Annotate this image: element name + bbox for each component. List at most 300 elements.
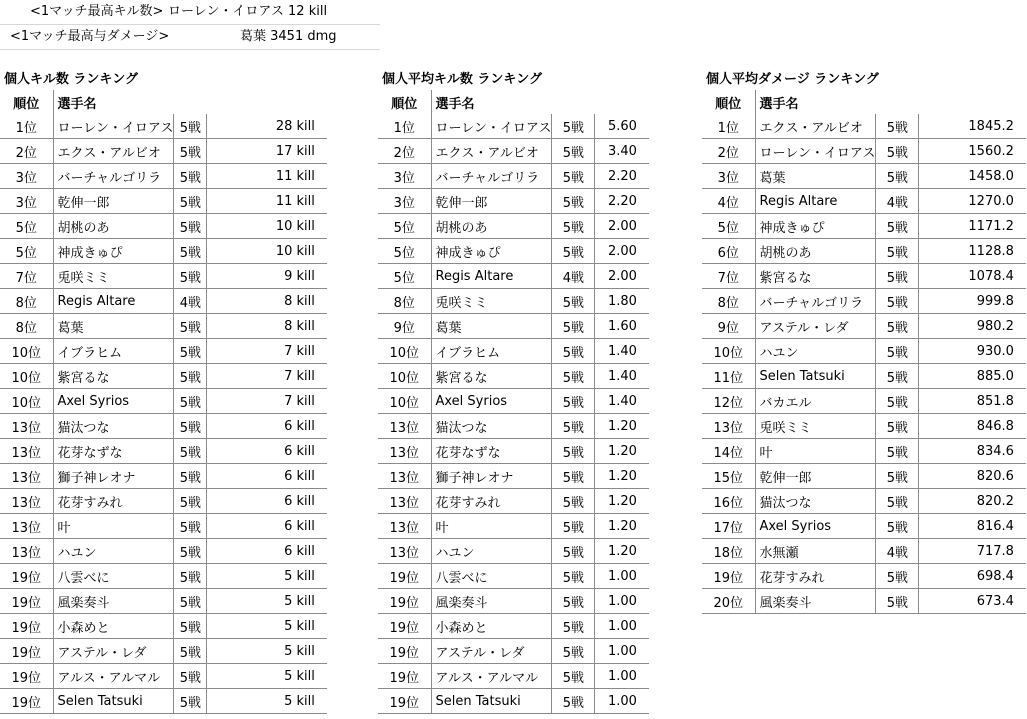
table-row bbox=[702, 389, 1026, 414]
games-cell: 5戦 bbox=[876, 214, 919, 239]
player-name-cell: 葛葉 bbox=[53, 314, 174, 339]
value-cell: 2.20 bbox=[595, 164, 649, 189]
rank-cell: 19位 bbox=[378, 664, 431, 689]
games-cell: 5戦 bbox=[876, 489, 919, 514]
games-cell: 5戦 bbox=[552, 614, 595, 639]
table-row bbox=[378, 314, 649, 339]
rank-cell: 7位 bbox=[0, 264, 53, 289]
record-max-damage-value: 葛葉 3451 dmg bbox=[240, 29, 337, 44]
header-value bbox=[919, 90, 1026, 114]
table-row bbox=[702, 364, 1026, 389]
rank-cell: 19位 bbox=[0, 564, 53, 589]
value-cell: 1.40 bbox=[595, 339, 649, 364]
rank-cell: 4位 bbox=[702, 189, 755, 214]
table-row bbox=[378, 364, 649, 389]
player-name-cell: 乾伸一郎 bbox=[755, 464, 876, 489]
rank-cell: 5位 bbox=[378, 239, 431, 264]
player-name-cell: アルス・アルマル bbox=[53, 664, 174, 689]
player-name-cell: 八雲べに bbox=[53, 564, 174, 589]
value-cell: 2.00 bbox=[595, 214, 649, 239]
rank-cell: 19位 bbox=[0, 614, 53, 639]
rank-cell: 13位 bbox=[378, 464, 431, 489]
table-row bbox=[0, 339, 327, 364]
games-cell: 5戦 bbox=[174, 439, 207, 464]
table-row bbox=[0, 264, 327, 289]
player-name-cell: 叶 bbox=[53, 514, 174, 539]
player-name-cell: アステル・レダ bbox=[755, 314, 876, 339]
header-rank: 順位 bbox=[715, 96, 742, 112]
games-cell: 5戦 bbox=[174, 664, 207, 689]
rank-cell: 15位 bbox=[702, 464, 755, 489]
rank-cell: 19位 bbox=[702, 564, 755, 589]
table-row bbox=[0, 239, 327, 264]
value-cell: 6 kill bbox=[207, 539, 327, 564]
games-cell: 5戦 bbox=[552, 639, 595, 664]
player-name-cell: 兎咲ミミ bbox=[755, 414, 876, 439]
player-name-cell: 猫汰つな bbox=[755, 489, 876, 514]
table-row bbox=[378, 114, 649, 139]
rank-cell: 19位 bbox=[0, 589, 53, 614]
table-row bbox=[0, 539, 327, 564]
player-name-cell: バーチャルゴリラ bbox=[431, 164, 552, 189]
rank-cell: 8位 bbox=[0, 314, 53, 339]
rank-cell: 19位 bbox=[378, 614, 431, 639]
rank-cell: 13位 bbox=[0, 464, 53, 489]
games-cell: 5戦 bbox=[552, 289, 595, 314]
value-cell: 10 kill bbox=[207, 239, 327, 264]
table-row bbox=[0, 639, 327, 664]
table-row bbox=[378, 489, 649, 514]
games-cell: 5戦 bbox=[876, 264, 919, 289]
avg-damage-ranking-title: 個人平均ダメージ ランキング bbox=[706, 72, 879, 87]
player-name-cell: エクス・アルビオ bbox=[755, 114, 876, 139]
table-row bbox=[0, 364, 327, 389]
table-row bbox=[702, 439, 1026, 464]
value-cell: 820.6 bbox=[919, 464, 1026, 489]
value-cell: 8 kill bbox=[207, 314, 327, 339]
player-name-cell: 風楽奏斗 bbox=[755, 589, 876, 614]
player-name-cell: バーチャルゴリラ bbox=[53, 164, 174, 189]
table-row bbox=[378, 139, 649, 164]
value-cell: 1.40 bbox=[595, 389, 649, 414]
value-cell: 1.20 bbox=[595, 464, 649, 489]
rank-cell: 11位 bbox=[702, 364, 755, 389]
games-cell: 5戦 bbox=[174, 164, 207, 189]
player-name-cell: 神成きゅぴ bbox=[431, 239, 552, 264]
value-cell: 17 kill bbox=[207, 139, 327, 164]
games-cell: 5戦 bbox=[876, 114, 919, 139]
rank-cell: 5位 bbox=[0, 214, 53, 239]
value-cell: 5 kill bbox=[207, 564, 327, 589]
player-name-cell: エクス・アルビオ bbox=[53, 139, 174, 164]
games-cell: 5戦 bbox=[876, 589, 919, 614]
value-cell: 5 kill bbox=[207, 589, 327, 614]
table-row bbox=[0, 164, 327, 189]
value-cell: 10 kill bbox=[207, 214, 327, 239]
games-cell: 5戦 bbox=[552, 364, 595, 389]
games-cell: 5戦 bbox=[552, 239, 595, 264]
rank-cell: 18位 bbox=[702, 539, 755, 564]
player-name-cell: イブラヒム bbox=[431, 339, 552, 364]
rank-cell: 10位 bbox=[378, 339, 431, 364]
value-cell: 7 kill bbox=[207, 389, 327, 414]
games-cell: 5戦 bbox=[876, 239, 919, 264]
rank-cell: 13位 bbox=[0, 439, 53, 464]
value-cell: 1.20 bbox=[595, 539, 649, 564]
table-row bbox=[378, 239, 649, 264]
player-name-cell: Regis Altare bbox=[431, 264, 552, 289]
table-row bbox=[702, 564, 1026, 589]
rank-cell: 13位 bbox=[0, 414, 53, 439]
value-cell: 1458.0 bbox=[919, 164, 1026, 189]
header-games bbox=[552, 90, 595, 114]
value-cell: 820.2 bbox=[919, 489, 1026, 514]
table-row bbox=[378, 639, 649, 664]
player-name-cell: 胡桃のあ bbox=[431, 214, 552, 239]
table-row bbox=[0, 489, 327, 514]
table-row bbox=[378, 589, 649, 614]
games-cell: 5戦 bbox=[552, 339, 595, 364]
rank-cell: 1位 bbox=[702, 114, 755, 139]
rank-cell: 2位 bbox=[702, 139, 755, 164]
games-cell: 5戦 bbox=[876, 439, 919, 464]
table-row bbox=[0, 689, 327, 714]
rank-cell: 5位 bbox=[378, 264, 431, 289]
games-cell: 5戦 bbox=[552, 114, 595, 139]
table-row bbox=[378, 414, 649, 439]
header-value bbox=[595, 90, 649, 114]
rank-cell: 3位 bbox=[0, 164, 53, 189]
rank-cell: 13位 bbox=[378, 539, 431, 564]
avg-kill-ranking-table bbox=[378, 90, 649, 714]
games-cell: 4戦 bbox=[876, 539, 919, 564]
games-cell: 5戦 bbox=[552, 314, 595, 339]
table-row bbox=[378, 464, 649, 489]
rank-cell: 13位 bbox=[378, 414, 431, 439]
value-cell: 1845.2 bbox=[919, 114, 1026, 139]
player-name-cell: バカエル bbox=[755, 389, 876, 414]
avg-kill-ranking-title: 個人平均キル数 ランキング bbox=[382, 72, 543, 87]
table-row bbox=[702, 539, 1026, 564]
table-row bbox=[702, 589, 1026, 614]
rank-cell: 3位 bbox=[378, 189, 431, 214]
header-value bbox=[207, 90, 327, 114]
rank-cell: 19位 bbox=[378, 589, 431, 614]
rank-cell: 10位 bbox=[702, 339, 755, 364]
rank-cell: 9位 bbox=[378, 314, 431, 339]
table-row bbox=[702, 239, 1026, 264]
avg-kill-ranking-section bbox=[378, 72, 649, 714]
games-cell: 5戦 bbox=[876, 564, 919, 589]
player-name-cell: バーチャルゴリラ bbox=[755, 289, 876, 314]
player-name-cell: 風楽奏斗 bbox=[431, 589, 552, 614]
games-cell: 5戦 bbox=[876, 289, 919, 314]
value-cell: 6 kill bbox=[207, 489, 327, 514]
value-cell: 1560.2 bbox=[919, 139, 1026, 164]
rank-cell: 10位 bbox=[378, 364, 431, 389]
player-name-cell: Selen Tatsuki bbox=[431, 689, 552, 714]
value-cell: 1.20 bbox=[595, 414, 649, 439]
kill-ranking-section bbox=[0, 72, 327, 714]
player-name-cell: 花芽すみれ bbox=[431, 489, 552, 514]
record-max-kill-value: ローレン・イロアス 12 kill bbox=[168, 4, 328, 19]
value-cell: 885.0 bbox=[919, 364, 1026, 389]
games-cell: 5戦 bbox=[552, 439, 595, 464]
avg-damage-ranking-section bbox=[702, 72, 1026, 614]
player-name-cell: 兎咲ミミ bbox=[53, 264, 174, 289]
kill-ranking-table bbox=[0, 90, 327, 714]
value-cell: 1.00 bbox=[595, 614, 649, 639]
header-games bbox=[174, 90, 207, 114]
table-row bbox=[0, 414, 327, 439]
rank-cell: 13位 bbox=[0, 489, 53, 514]
table-row bbox=[378, 389, 649, 414]
player-name-cell: Selen Tatsuki bbox=[755, 364, 876, 389]
rank-cell: 19位 bbox=[0, 689, 53, 714]
rank-cell: 8位 bbox=[0, 289, 53, 314]
games-cell: 5戦 bbox=[552, 189, 595, 214]
value-cell: 2.20 bbox=[595, 189, 649, 214]
player-name-cell: 紫宮るな bbox=[431, 364, 552, 389]
table-row bbox=[0, 314, 327, 339]
games-cell: 5戦 bbox=[174, 539, 207, 564]
table-row bbox=[0, 139, 327, 164]
player-name-cell: 神成きゅぴ bbox=[53, 239, 174, 264]
player-name-cell: 乾伸一郎 bbox=[431, 189, 552, 214]
player-name-cell: アルス・アルマル bbox=[431, 664, 552, 689]
value-cell: 2.00 bbox=[595, 264, 649, 289]
header-name: 選手名 bbox=[755, 90, 876, 114]
games-cell: 5戦 bbox=[174, 189, 207, 214]
rank-cell: 14位 bbox=[702, 439, 755, 464]
games-cell: 5戦 bbox=[174, 239, 207, 264]
player-name-cell: ハユン bbox=[431, 539, 552, 564]
player-name-cell: ハユン bbox=[53, 539, 174, 564]
table-row bbox=[702, 264, 1026, 289]
games-cell: 5戦 bbox=[876, 139, 919, 164]
player-name-cell: Regis Altare bbox=[755, 189, 876, 214]
table-row bbox=[378, 189, 649, 214]
table-header-row bbox=[0, 90, 327, 114]
games-cell: 5戦 bbox=[174, 464, 207, 489]
table-row bbox=[378, 514, 649, 539]
player-name-cell: 葛葉 bbox=[431, 314, 552, 339]
player-name-cell: 八雲べに bbox=[431, 564, 552, 589]
player-name-cell: アステル・レダ bbox=[53, 639, 174, 664]
value-cell: 5 kill bbox=[207, 614, 327, 639]
games-cell: 5戦 bbox=[174, 514, 207, 539]
player-name-cell: 猫汰つな bbox=[431, 414, 552, 439]
value-cell: 851.8 bbox=[919, 389, 1026, 414]
rank-cell: 19位 bbox=[0, 664, 53, 689]
table-row bbox=[0, 389, 327, 414]
games-cell: 5戦 bbox=[174, 489, 207, 514]
rank-cell: 2位 bbox=[378, 139, 431, 164]
rank-cell: 10位 bbox=[378, 389, 431, 414]
value-cell: 1.00 bbox=[595, 639, 649, 664]
games-cell: 5戦 bbox=[876, 389, 919, 414]
table-row bbox=[702, 139, 1026, 164]
games-cell: 5戦 bbox=[174, 139, 207, 164]
table-row bbox=[702, 214, 1026, 239]
table-row bbox=[378, 689, 649, 714]
table-row bbox=[378, 439, 649, 464]
games-cell: 5戦 bbox=[552, 164, 595, 189]
games-cell: 5戦 bbox=[174, 339, 207, 364]
rank-cell: 13位 bbox=[378, 514, 431, 539]
games-cell: 5戦 bbox=[174, 389, 207, 414]
rank-cell: 1位 bbox=[0, 114, 53, 139]
rank-cell: 8位 bbox=[378, 289, 431, 314]
kill-ranking-title: 個人キル数 ランキング bbox=[4, 72, 139, 87]
games-cell: 5戦 bbox=[174, 689, 207, 714]
value-cell: 834.6 bbox=[919, 439, 1026, 464]
games-cell: 5戦 bbox=[552, 664, 595, 689]
value-cell: 5 kill bbox=[207, 639, 327, 664]
games-cell: 5戦 bbox=[552, 414, 595, 439]
games-cell: 5戦 bbox=[552, 214, 595, 239]
value-cell: 6 kill bbox=[207, 464, 327, 489]
rank-cell: 8位 bbox=[702, 289, 755, 314]
table-row bbox=[378, 289, 649, 314]
table-row bbox=[378, 164, 649, 189]
rank-cell: 5位 bbox=[702, 214, 755, 239]
value-cell: 816.4 bbox=[919, 514, 1026, 539]
player-name-cell: 小森めと bbox=[431, 614, 552, 639]
games-cell: 5戦 bbox=[876, 339, 919, 364]
value-cell: 11 kill bbox=[207, 164, 327, 189]
value-cell: 698.4 bbox=[919, 564, 1026, 589]
rank-cell: 6位 bbox=[702, 239, 755, 264]
value-cell: 9 kill bbox=[207, 264, 327, 289]
table-row bbox=[0, 614, 327, 639]
games-cell: 4戦 bbox=[876, 189, 919, 214]
table-row bbox=[0, 464, 327, 489]
value-cell: 1.00 bbox=[595, 664, 649, 689]
player-name-cell: 胡桃のあ bbox=[755, 239, 876, 264]
rank-cell: 3位 bbox=[702, 164, 755, 189]
player-name-cell: Regis Altare bbox=[53, 289, 174, 314]
games-cell: 5戦 bbox=[174, 114, 207, 139]
games-cell: 5戦 bbox=[552, 589, 595, 614]
value-cell: 930.0 bbox=[919, 339, 1026, 364]
player-name-cell: イブラヒム bbox=[53, 339, 174, 364]
header-name: 選手名 bbox=[53, 90, 174, 114]
value-cell: 28 kill bbox=[207, 114, 327, 139]
rank-cell: 19位 bbox=[378, 639, 431, 664]
table-row bbox=[378, 614, 649, 639]
value-cell: 1.20 bbox=[595, 514, 649, 539]
rank-cell: 5位 bbox=[0, 239, 53, 264]
table-row bbox=[0, 114, 327, 139]
table-row bbox=[378, 339, 649, 364]
games-cell: 5戦 bbox=[174, 214, 207, 239]
games-cell: 5戦 bbox=[876, 314, 919, 339]
player-name-cell: 水無瀬 bbox=[755, 539, 876, 564]
value-cell: 6 kill bbox=[207, 439, 327, 464]
value-cell: 1128.8 bbox=[919, 239, 1026, 264]
record-max-damage-label: <1マッチ最高与ダメージ> bbox=[10, 29, 170, 44]
player-name-cell: 小森めと bbox=[53, 614, 174, 639]
rank-cell: 3位 bbox=[378, 164, 431, 189]
table-row bbox=[378, 539, 649, 564]
value-cell: 1078.4 bbox=[919, 264, 1026, 289]
games-cell: 4戦 bbox=[174, 289, 207, 314]
value-cell: 1.00 bbox=[595, 689, 649, 714]
value-cell: 1.80 bbox=[595, 289, 649, 314]
value-cell: 846.8 bbox=[919, 414, 1026, 439]
rank-cell: 1位 bbox=[378, 114, 431, 139]
rank-cell: 7位 bbox=[702, 264, 755, 289]
games-cell: 5戦 bbox=[174, 589, 207, 614]
header-name: 選手名 bbox=[431, 90, 552, 114]
table-row bbox=[378, 264, 649, 289]
table-row bbox=[378, 564, 649, 589]
value-cell: 6 kill bbox=[207, 514, 327, 539]
value-cell: 1171.2 bbox=[919, 214, 1026, 239]
header-games bbox=[876, 90, 919, 114]
games-cell: 5戦 bbox=[552, 689, 595, 714]
table-row bbox=[0, 289, 327, 314]
value-cell: 1.00 bbox=[595, 589, 649, 614]
value-cell: 11 kill bbox=[207, 189, 327, 214]
table-row bbox=[702, 114, 1026, 139]
value-cell: 1.20 bbox=[595, 439, 649, 464]
player-name-cell: アステル・レダ bbox=[431, 639, 552, 664]
player-name-cell: 叶 bbox=[755, 439, 876, 464]
games-cell: 5戦 bbox=[876, 414, 919, 439]
rank-cell: 19位 bbox=[378, 689, 431, 714]
rank-cell: 17位 bbox=[702, 514, 755, 539]
table-row bbox=[702, 489, 1026, 514]
games-cell: 5戦 bbox=[552, 539, 595, 564]
player-name-cell: 猫汰つな bbox=[53, 414, 174, 439]
games-cell: 5戦 bbox=[174, 314, 207, 339]
value-cell: 1270.0 bbox=[919, 189, 1026, 214]
rank-cell: 13位 bbox=[378, 439, 431, 464]
avg-damage-ranking-table bbox=[702, 90, 1026, 614]
rank-cell: 19位 bbox=[378, 564, 431, 589]
games-cell: 5戦 bbox=[174, 564, 207, 589]
player-name-cell: ローレン・イロアス bbox=[53, 114, 174, 139]
games-cell: 5戦 bbox=[552, 464, 595, 489]
games-cell: 5戦 bbox=[174, 364, 207, 389]
value-cell: 6 kill bbox=[207, 414, 327, 439]
games-cell: 5戦 bbox=[552, 389, 595, 414]
player-name-cell: 獅子神レオナ bbox=[53, 464, 174, 489]
games-cell: 5戦 bbox=[552, 564, 595, 589]
rank-cell: 9位 bbox=[702, 314, 755, 339]
player-name-cell: 風楽奏斗 bbox=[53, 589, 174, 614]
player-name-cell: 葛葉 bbox=[755, 164, 876, 189]
player-name-cell: 紫宮るな bbox=[53, 364, 174, 389]
games-cell: 5戦 bbox=[876, 364, 919, 389]
value-cell: 5 kill bbox=[207, 689, 327, 714]
games-cell: 5戦 bbox=[174, 639, 207, 664]
rank-cell: 5位 bbox=[378, 214, 431, 239]
player-name-cell: ローレン・イロアス bbox=[431, 114, 552, 139]
rank-cell: 12位 bbox=[702, 389, 755, 414]
games-cell: 5戦 bbox=[876, 514, 919, 539]
games-cell: 5戦 bbox=[174, 414, 207, 439]
games-cell: 5戦 bbox=[876, 164, 919, 189]
rank-cell: 19位 bbox=[0, 639, 53, 664]
rank-cell: 2位 bbox=[0, 139, 53, 164]
player-name-cell: 叶 bbox=[431, 514, 552, 539]
player-name-cell: ローレン・イロアス bbox=[755, 139, 876, 164]
player-name-cell: Selen Tatsuki bbox=[53, 689, 174, 714]
value-cell: 2.00 bbox=[595, 239, 649, 264]
